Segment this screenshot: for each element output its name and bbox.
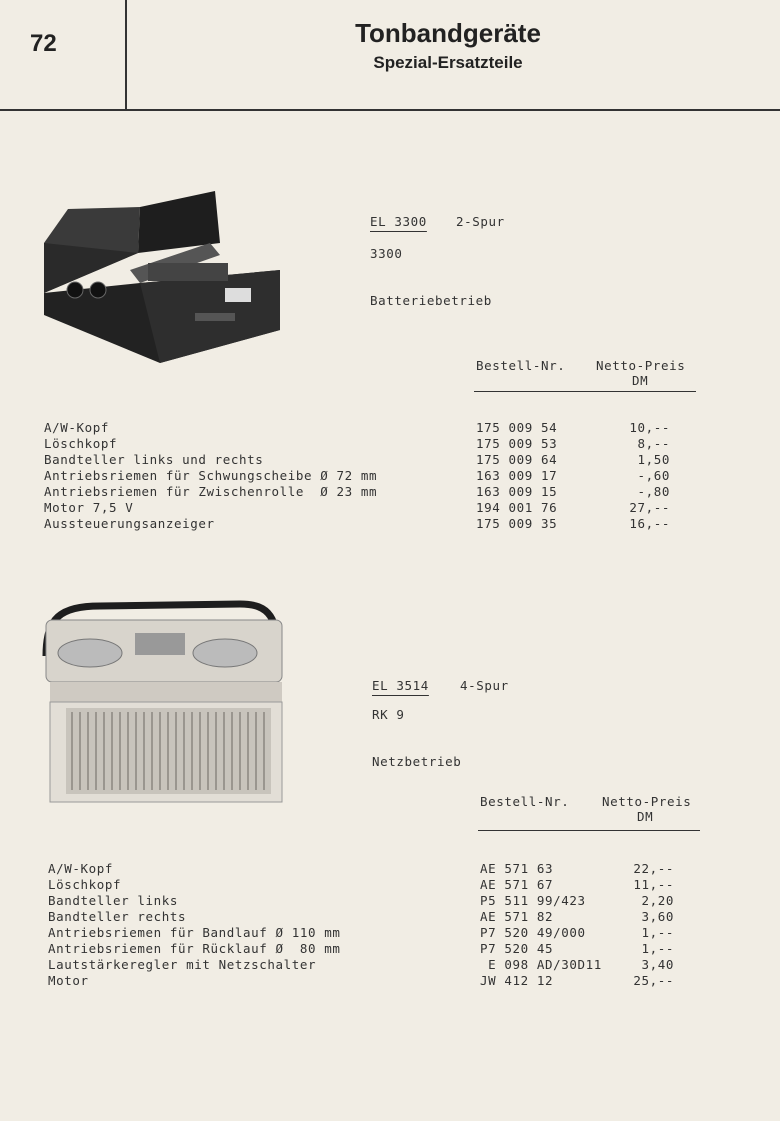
portable-tape-recorder-photo [40, 598, 285, 808]
net-price: 25,-- [633, 973, 674, 988]
cassette-recorder-photo [40, 185, 285, 370]
power-type: Netzbetrieb [372, 754, 462, 769]
model-number: EL 3300 [370, 214, 427, 229]
page-subtitle: Spezial-Ersatzteile [373, 53, 523, 72]
currency-header: DM [632, 373, 649, 388]
net-price: 3,40 [641, 957, 674, 972]
part-name: Antriebsriemen für Zwischenrolle Ø 23 mm [44, 484, 378, 499]
track-type: 4-Spur [460, 678, 509, 693]
order-number: P7 520 49/000 [480, 925, 586, 940]
order-number: 175 009 54 [476, 420, 558, 435]
order-number: 194 001 76 [476, 500, 558, 515]
track-type: 2-Spur [456, 214, 505, 229]
net-price: 2,20 [641, 893, 674, 908]
power-type: Batteriebetrieb [370, 293, 492, 308]
table-rule [478, 830, 700, 831]
part-name: Lautstärkeregler mit Netzschalter [48, 957, 317, 972]
type-code: 3300 [370, 246, 403, 261]
part-name: Antriebsriemen für Rücklauf Ø 80 mm [48, 941, 341, 956]
net-price: -,80 [637, 484, 670, 499]
page-number: 72 [30, 30, 57, 57]
order-number: P7 520 45 [480, 941, 554, 956]
part-name: Aussteuerungsanzeiger [44, 516, 215, 531]
currency-header: DM [637, 809, 654, 824]
net-price: 10,-- [629, 420, 670, 435]
order-number: AE 571 67 [480, 877, 554, 892]
part-name: A/W-Kopf [48, 861, 114, 876]
header-rule [0, 109, 780, 111]
page-title: Tonbandgeräte [355, 18, 541, 48]
header-divider [125, 0, 127, 110]
net-price: 16,-- [629, 516, 670, 531]
part-name: Motor 7,5 V [44, 500, 134, 515]
parts-prices [600, 420, 670, 532]
part-name: Bandteller rechts [48, 909, 187, 924]
part-name: Löschkopf [48, 877, 122, 892]
part-name: A/W-Kopf [44, 420, 110, 435]
table-rule [474, 391, 696, 392]
order-number: 163 009 15 [476, 484, 558, 499]
order-number: 175 009 53 [476, 436, 558, 451]
part-name: Bandteller links und rechts [44, 452, 264, 467]
type-code: RK 9 [372, 707, 405, 722]
net-price: 27,-- [629, 500, 670, 515]
order-number: AE 571 82 [480, 909, 554, 924]
net-price: 8,-- [637, 436, 670, 451]
order-number: 175 009 64 [476, 452, 558, 467]
net-price: 1,50 [637, 452, 670, 467]
order-number: E 098 AD/30D11 [480, 957, 602, 972]
parts-names [48, 861, 468, 989]
net-price: 1,-- [641, 925, 674, 940]
order-number: 163 009 17 [476, 468, 558, 483]
order-number-header: Bestell-Nr. [476, 358, 566, 373]
model-number: EL 3514 [372, 678, 429, 693]
order-number: AE 571 63 [480, 861, 554, 876]
part-name: Löschkopf [44, 436, 118, 451]
parts-order-numbers [476, 420, 606, 532]
net-price: 3,60 [641, 909, 674, 924]
price-header: Netto-Preis [602, 794, 692, 809]
price-header: Netto-Preis [596, 358, 686, 373]
part-name: Motor [48, 973, 89, 988]
order-number-header: Bestell-Nr. [480, 794, 570, 809]
part-name: Antriebsriemen für Schwungscheibe Ø 72 mm [44, 468, 378, 483]
order-number: JW 412 12 [480, 973, 554, 988]
parts-order-numbers [480, 861, 620, 989]
part-name: Bandteller links [48, 893, 179, 908]
net-price: -,60 [637, 468, 670, 483]
part-name: Antriebsriemen für Bandlauf Ø 110 mm [48, 925, 341, 940]
net-price: 1,-- [641, 941, 674, 956]
parts-names [44, 420, 454, 532]
net-price: 22,-- [633, 861, 674, 876]
order-number: 175 009 35 [476, 516, 558, 531]
order-number: P5 511 99/423 [480, 893, 586, 908]
parts-prices [604, 861, 674, 989]
net-price: 11,-- [633, 877, 674, 892]
